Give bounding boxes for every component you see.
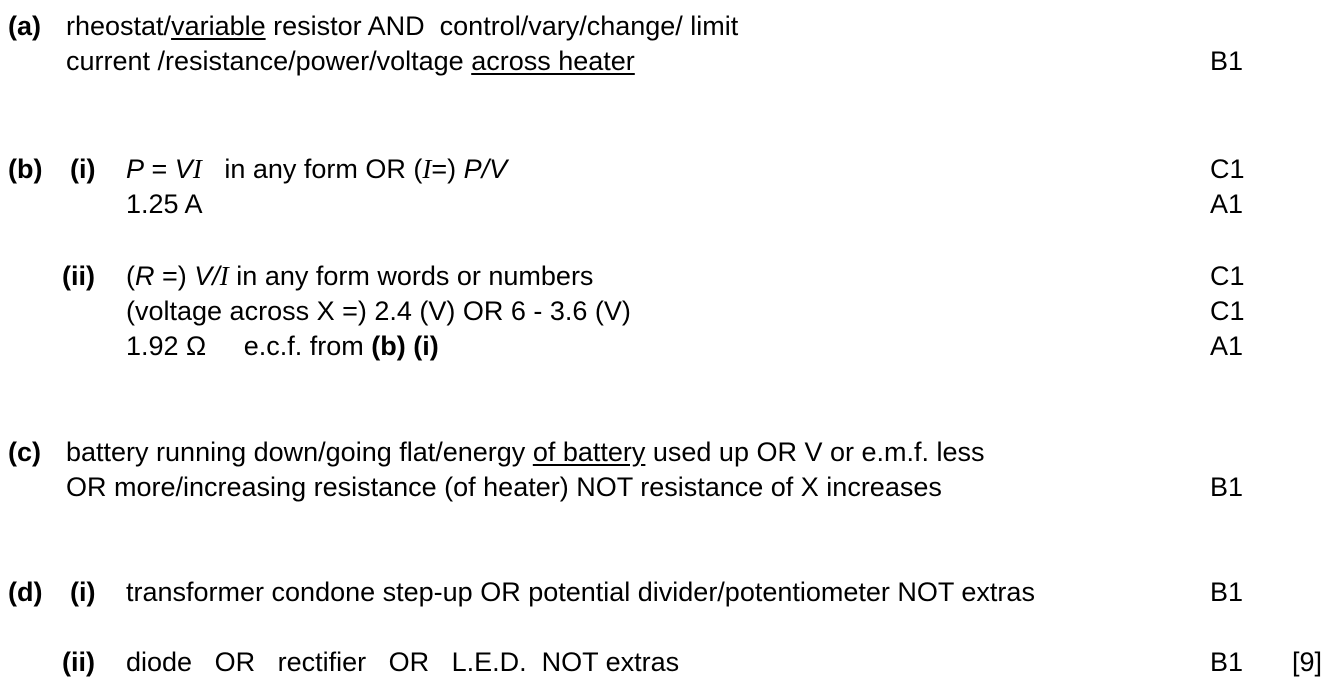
- part-d-i-text: transformer condone step-up OR potential divider/potentiometer NOT extras: [126, 577, 1035, 607]
- text-equals: =): [154, 261, 195, 291]
- part-a-label: (a): [8, 11, 41, 41]
- part-a-line1-post: resistor AND control/vary/change/ limit: [265, 11, 739, 41]
- part-b-ii-line1: [126, 260, 593, 292]
- part-b-label: (b): [8, 154, 43, 184]
- part-a-line2-pre: current /resistance/power/voltage: [66, 46, 472, 76]
- part-c-line1-pre: battery running down/going flat/energy: [66, 437, 533, 467]
- part-b-i-label: (i): [70, 154, 96, 184]
- part-b-ii-mark-1: C1: [1210, 261, 1245, 291]
- part-d-ii-mark: B1: [1210, 647, 1244, 677]
- symbol-i: I: [219, 261, 229, 291]
- part-d-i-label: (i): [70, 577, 96, 607]
- symbol-r: R: [135, 261, 155, 291]
- part-a-line1: [66, 10, 738, 42]
- part-c-mark: B1: [1210, 472, 1244, 502]
- text-open-paren: (: [126, 261, 135, 291]
- text-slash: /: [212, 261, 220, 291]
- symbol-i: I: [192, 154, 202, 184]
- part-a-underlined-variable: variable: [171, 11, 266, 41]
- part-b-ii-line3-pre: 1.92 Ω e.c.f. from: [126, 331, 372, 361]
- part-b-i-mark-2: A1: [1210, 189, 1244, 219]
- symbol-v: V: [489, 154, 508, 184]
- symbol-v: V: [194, 261, 213, 291]
- part-b-ii-label: (ii): [62, 261, 95, 291]
- part-a-line2: [66, 45, 635, 77]
- part-b-ii-mark-3: A1: [1210, 331, 1244, 361]
- part-a-mark: B1: [1210, 46, 1244, 76]
- part-b-ii-line3: [126, 330, 439, 362]
- text-slash: /: [481, 154, 490, 184]
- text-in-any-form: in any form OR (: [201, 154, 423, 184]
- part-d-i-mark: B1: [1210, 577, 1244, 607]
- part-c-line2: OR more/increasing resistance (of heater) NOT resistance of X increases: [66, 472, 942, 502]
- part-b-ii-ecf-ref: (b) (i): [371, 331, 439, 361]
- part-d-ii-text: diode OR rectifier OR L.E.D. NOT extras: [126, 647, 680, 677]
- part-c-line1-post: used up OR V or e.m.f. less: [645, 437, 985, 467]
- part-d-label: (d): [8, 577, 43, 607]
- part-a-underlined-across-heater: across heater: [471, 46, 635, 76]
- text-in-any-form: in any form words or numbers: [228, 261, 594, 291]
- part-b-i-line2: 1.25 A: [126, 189, 203, 219]
- part-b-i-line1: [126, 153, 507, 185]
- part-b-ii-line2: (voltage across X =) 2.4 (V) OR 6 - 3.6 (V): [126, 296, 631, 326]
- part-c-underlined-of-battery: of battery: [532, 437, 646, 467]
- part-b-i-mark-1: C1: [1210, 154, 1245, 184]
- total-marks: [9]: [1292, 647, 1323, 677]
- symbol-i: I: [422, 154, 432, 184]
- part-b-ii-mark-2: C1: [1210, 296, 1245, 326]
- symbol-p: P: [463, 154, 482, 184]
- symbol-p: P: [126, 154, 145, 184]
- text-equals: =: [144, 154, 175, 184]
- part-a-line1-pre: rheostat/: [66, 11, 172, 41]
- part-d-ii-label: (ii): [62, 647, 95, 677]
- symbol-v: V: [174, 154, 193, 184]
- part-c-line1: [66, 436, 985, 468]
- part-c-label: (c): [8, 437, 41, 467]
- text-equals: =): [431, 154, 464, 184]
